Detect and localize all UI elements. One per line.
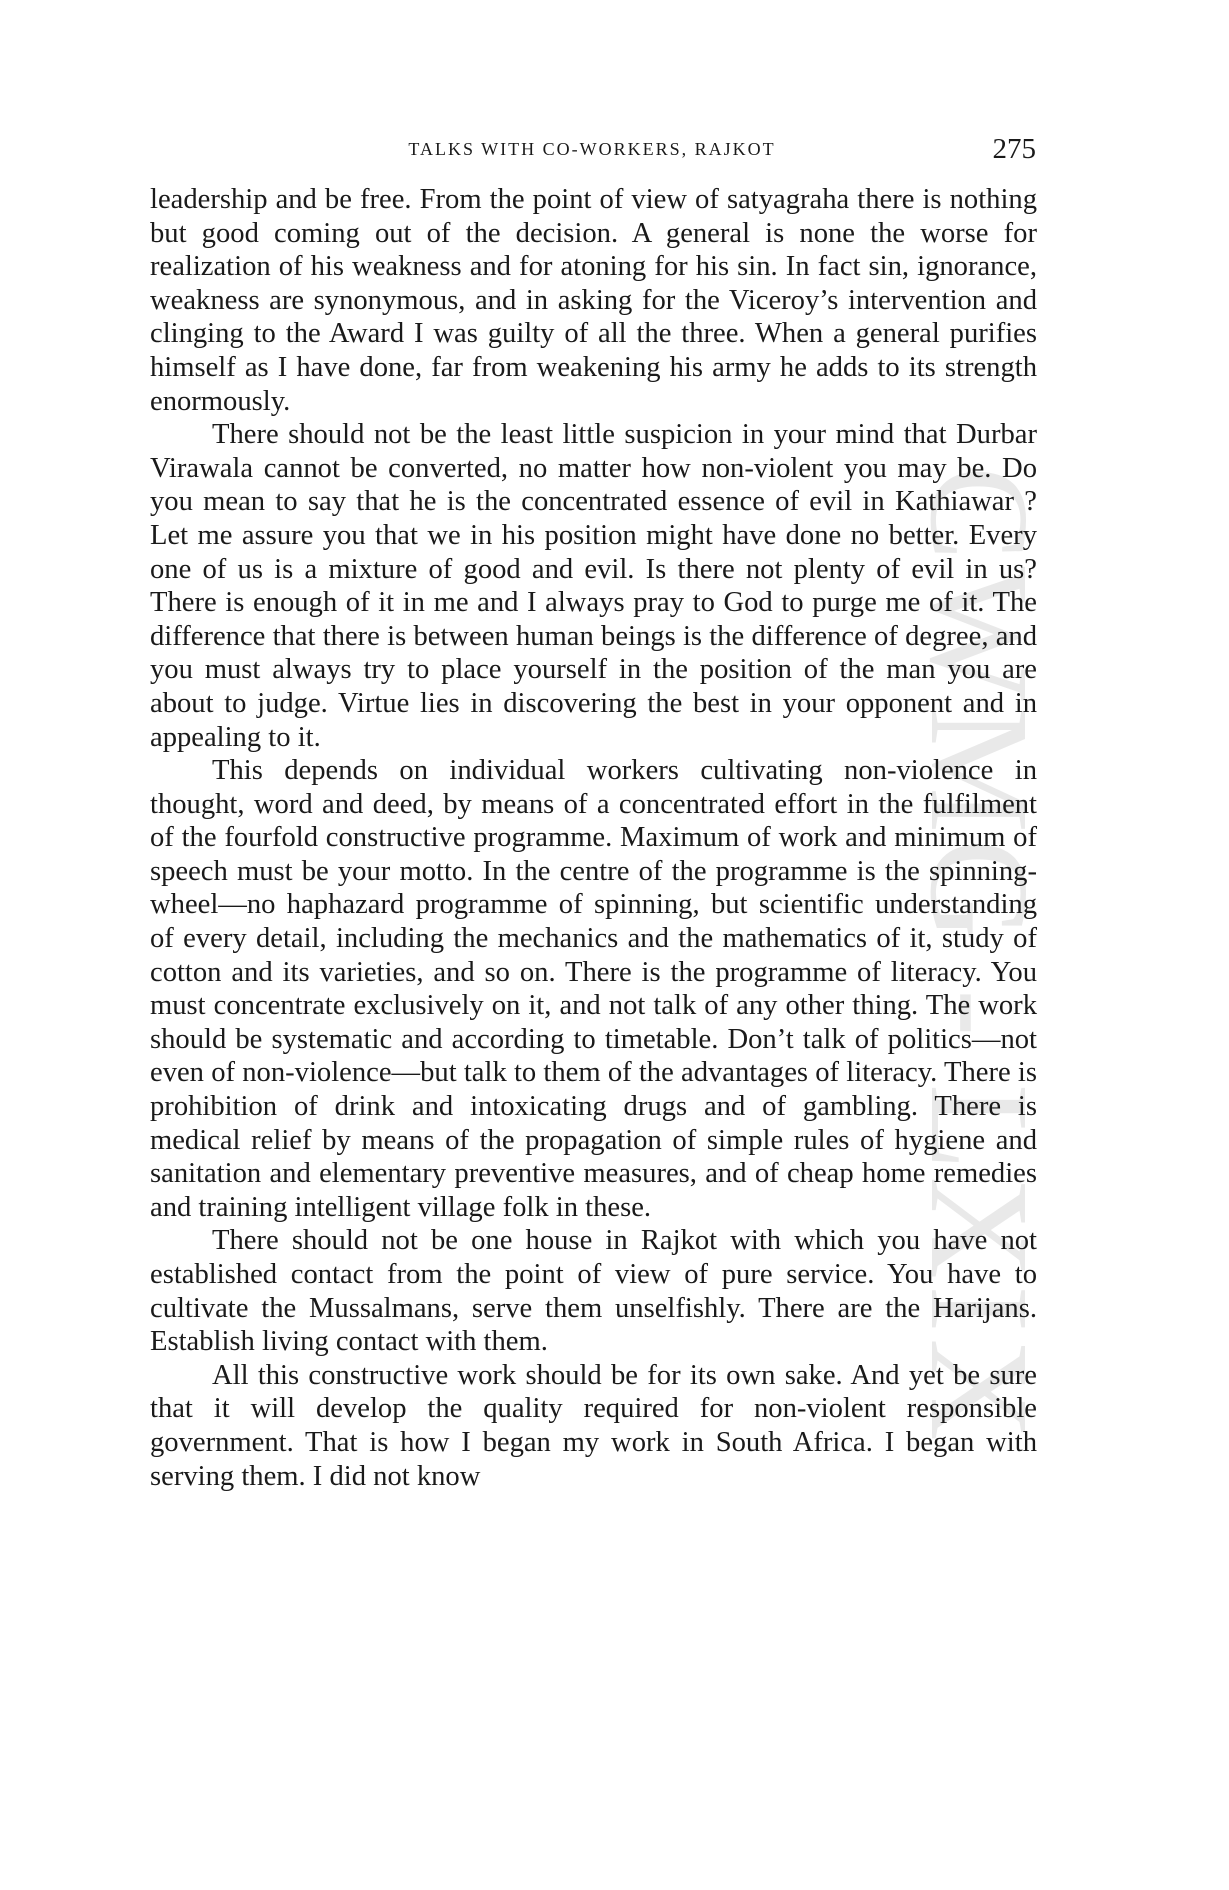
paragraph-2: There should not be the least little suspicion in your mind that Durbar Virawala cannot be converted, no matter how non-violent you may be. Do you mean to say that he is the concentrated essence of evil in Kathiawar ? Let me assure you that we in his position might have done no better. Every one of us is a mixture of good and evil. Is there not plenty of evil in us? There is enough of it in me and I always pray to God to purge me of it. The difference that there is between human beings is the difference of degree, and you must always try to place yourself in the position of the man you are about to judge. Virtue lies in discovering the best in your opponent and in appealing to it. <box>150 419 1037 753</box>
paragraph-1: leadership and be free. From the point of view of satyagraha there is nothing but good coming out of the decision. A general is none the worse for realization of his weakness and for atoning for his sin. In fact sin, ignorance, weakness are synonymous, and in asking for the Viceroy’s intervention and clinging to the Award I was guilty of all the three. When a general purifies himself as I have done, far from weakening his army he adds to its strength enormously. <box>150 184 1037 417</box>
paragraph-4: There should not be one house in Rajkot with which you have not established contact from the point of view of pure service. You have to cultivate the Mussalmans, serve them unselfishly. There are the Harijans. Establish living contact with them. <box>150 1225 1037 1358</box>
paragraph-3: This depends on individual workers cultivating non-violence in thought, word and deed, by means of a concentrated effort in the fulfilment of the fourfold constructive programme. Maximum of work and minimum of speech must be your motto. In the centre of the programme is the spinning-wheel—no haphazard programme of spinning, but scientific understanding of every detail, including the mechanics and the mathematics of it, study of cotton and its varieties, and so on. There is the programme of literacy. You must concentrate exclusively on it, and not talk of any other thing. The work should be systematic and according to timetable. Don’t talk of politics—not even of non-violence—but talk to them of the advantages of literacy. There is prohibition of drink and intoxicating drugs and of gambling. There is medical relief by means of the propagation of simple rules of hygiene and sanitation and elementary preventive measures, and of cheap home remedies and training intelligent village folk in these. <box>150 755 1037 1223</box>
body-text <box>150 183 1037 1493</box>
paragraph-5: All this constructive work should be for its own sake. And yet be sure that it will develop the quality required for non-violent responsible government. That is how I began my work in South Africa. I began with serving them. I did not know <box>150 1359 1037 1492</box>
page-header <box>150 133 1034 173</box>
running-head: TALKS WITH CO-WORKERS, RAJKOT <box>408 139 776 159</box>
page-number: 275 <box>992 133 1036 165</box>
watermark: CWMG - LXIX <box>901 466 1059 1447</box>
